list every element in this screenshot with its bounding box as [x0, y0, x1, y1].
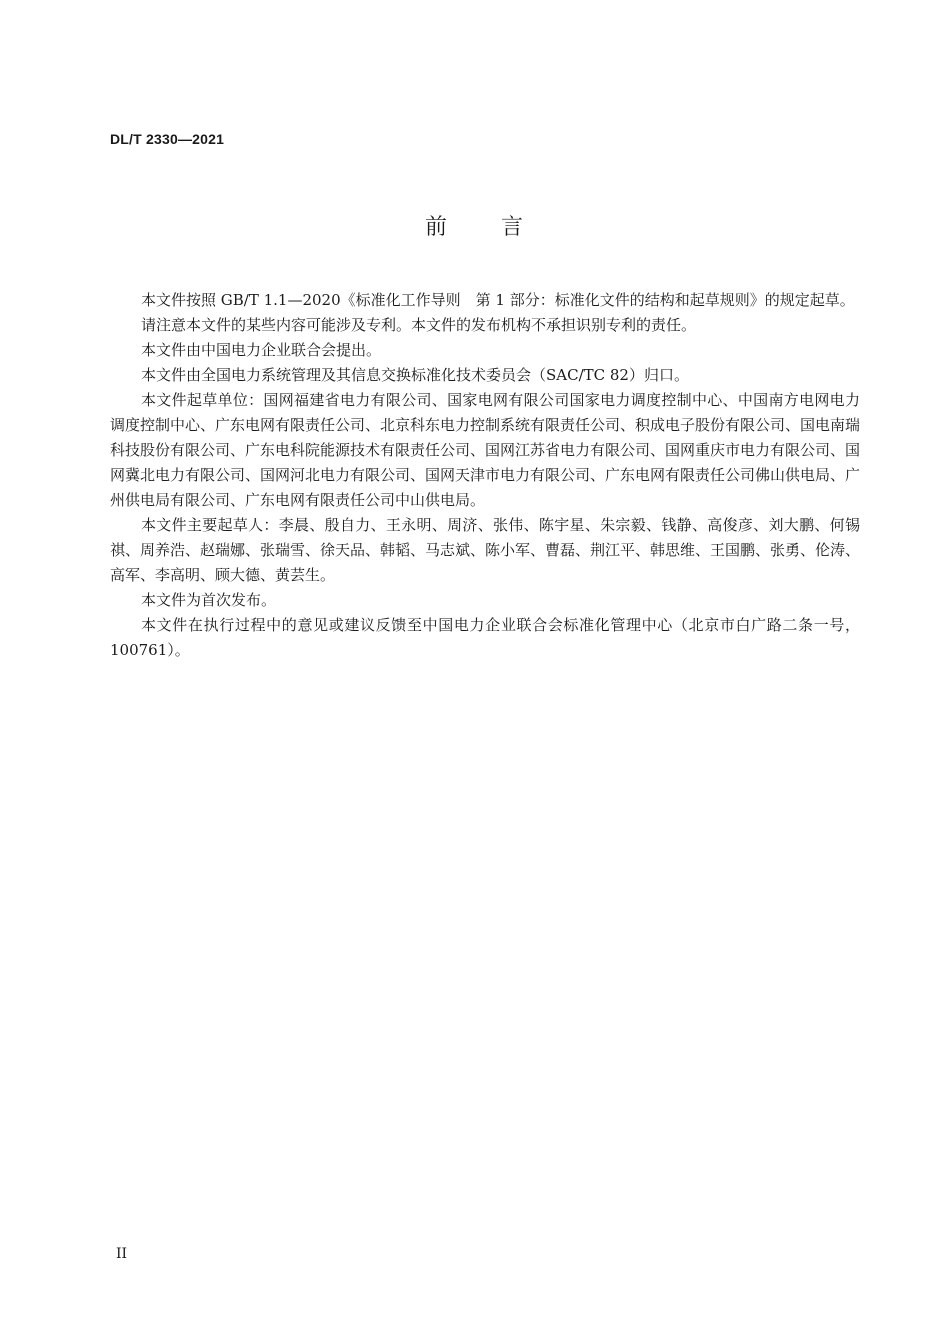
page-number: II — [116, 1246, 128, 1262]
paragraph-committee: 本文件由全国电力系统管理及其信息交换标准化技术委员会（SAC/TC 82）归口。 — [141, 366, 689, 384]
paragraph-proposer: 本文件由中国电力企业联合会提出。 — [141, 341, 382, 359]
paragraph-drafters: 本文件主要起草人：李晨、殷自力、王永明、周济、张伟、陈宇星、朱宗毅、钱静、高俊彦、刘大鹏、何锡祺、周养浩、赵瑞娜、张瑞雪、徐天品、韩韬、马志斌、陈小军、曹磊、荆江平、韩思维、王国鹏、张勇、伦涛、高军、李高明、顾大德、黄芸生。 — [110, 516, 861, 584]
foreword-body — [110, 288, 860, 663]
title-char-2: 言 — [501, 215, 526, 240]
paragraph-feedback: 本文件在执行过程中的意见或建议反馈至中国电力企业联合会标准化管理中心（北京市白广路二条一号，100761）。 — [110, 616, 860, 659]
document-code: DL/T 2330—2021 — [110, 131, 225, 147]
paragraph-drafting-units: 本文件起草单位：国网福建省电力有限公司、国家电网有限公司国家电力调度控制中心、中国南方电网电力调度控制中心、广东电网有限责任公司、北京科东电力控制系统有限责任公司、积成电子股份有限公司、国电南瑞科技股份有限公司、广东电科院能源技术有限责任公司、国网江苏省电力有限公司、国网重庆市电力有限公司、国网冀北电力有限公司、国网河北电力有限公司、国网天津市电力有限公司、广东电网有限责任公司佛山供电局、广州供电局有限公司、广东电网有限责任公司中山供电局。 — [110, 391, 861, 509]
paragraph-first-release: 本文件为首次发布。 — [141, 591, 277, 609]
paragraph-patent-notice: 请注意本文件的某些内容可能涉及专利。本文件的发布机构不承担识别专利的责任。 — [141, 316, 697, 334]
page-title — [0, 210, 950, 241]
title-char-1: 前 — [424, 215, 449, 240]
paragraph-drafting-rules: 本文件按照 GB/T 1.1—2020《标准化工作导则 第 1 部分：标准化文件的结构和起草规则》的规定起草。 — [141, 291, 855, 309]
